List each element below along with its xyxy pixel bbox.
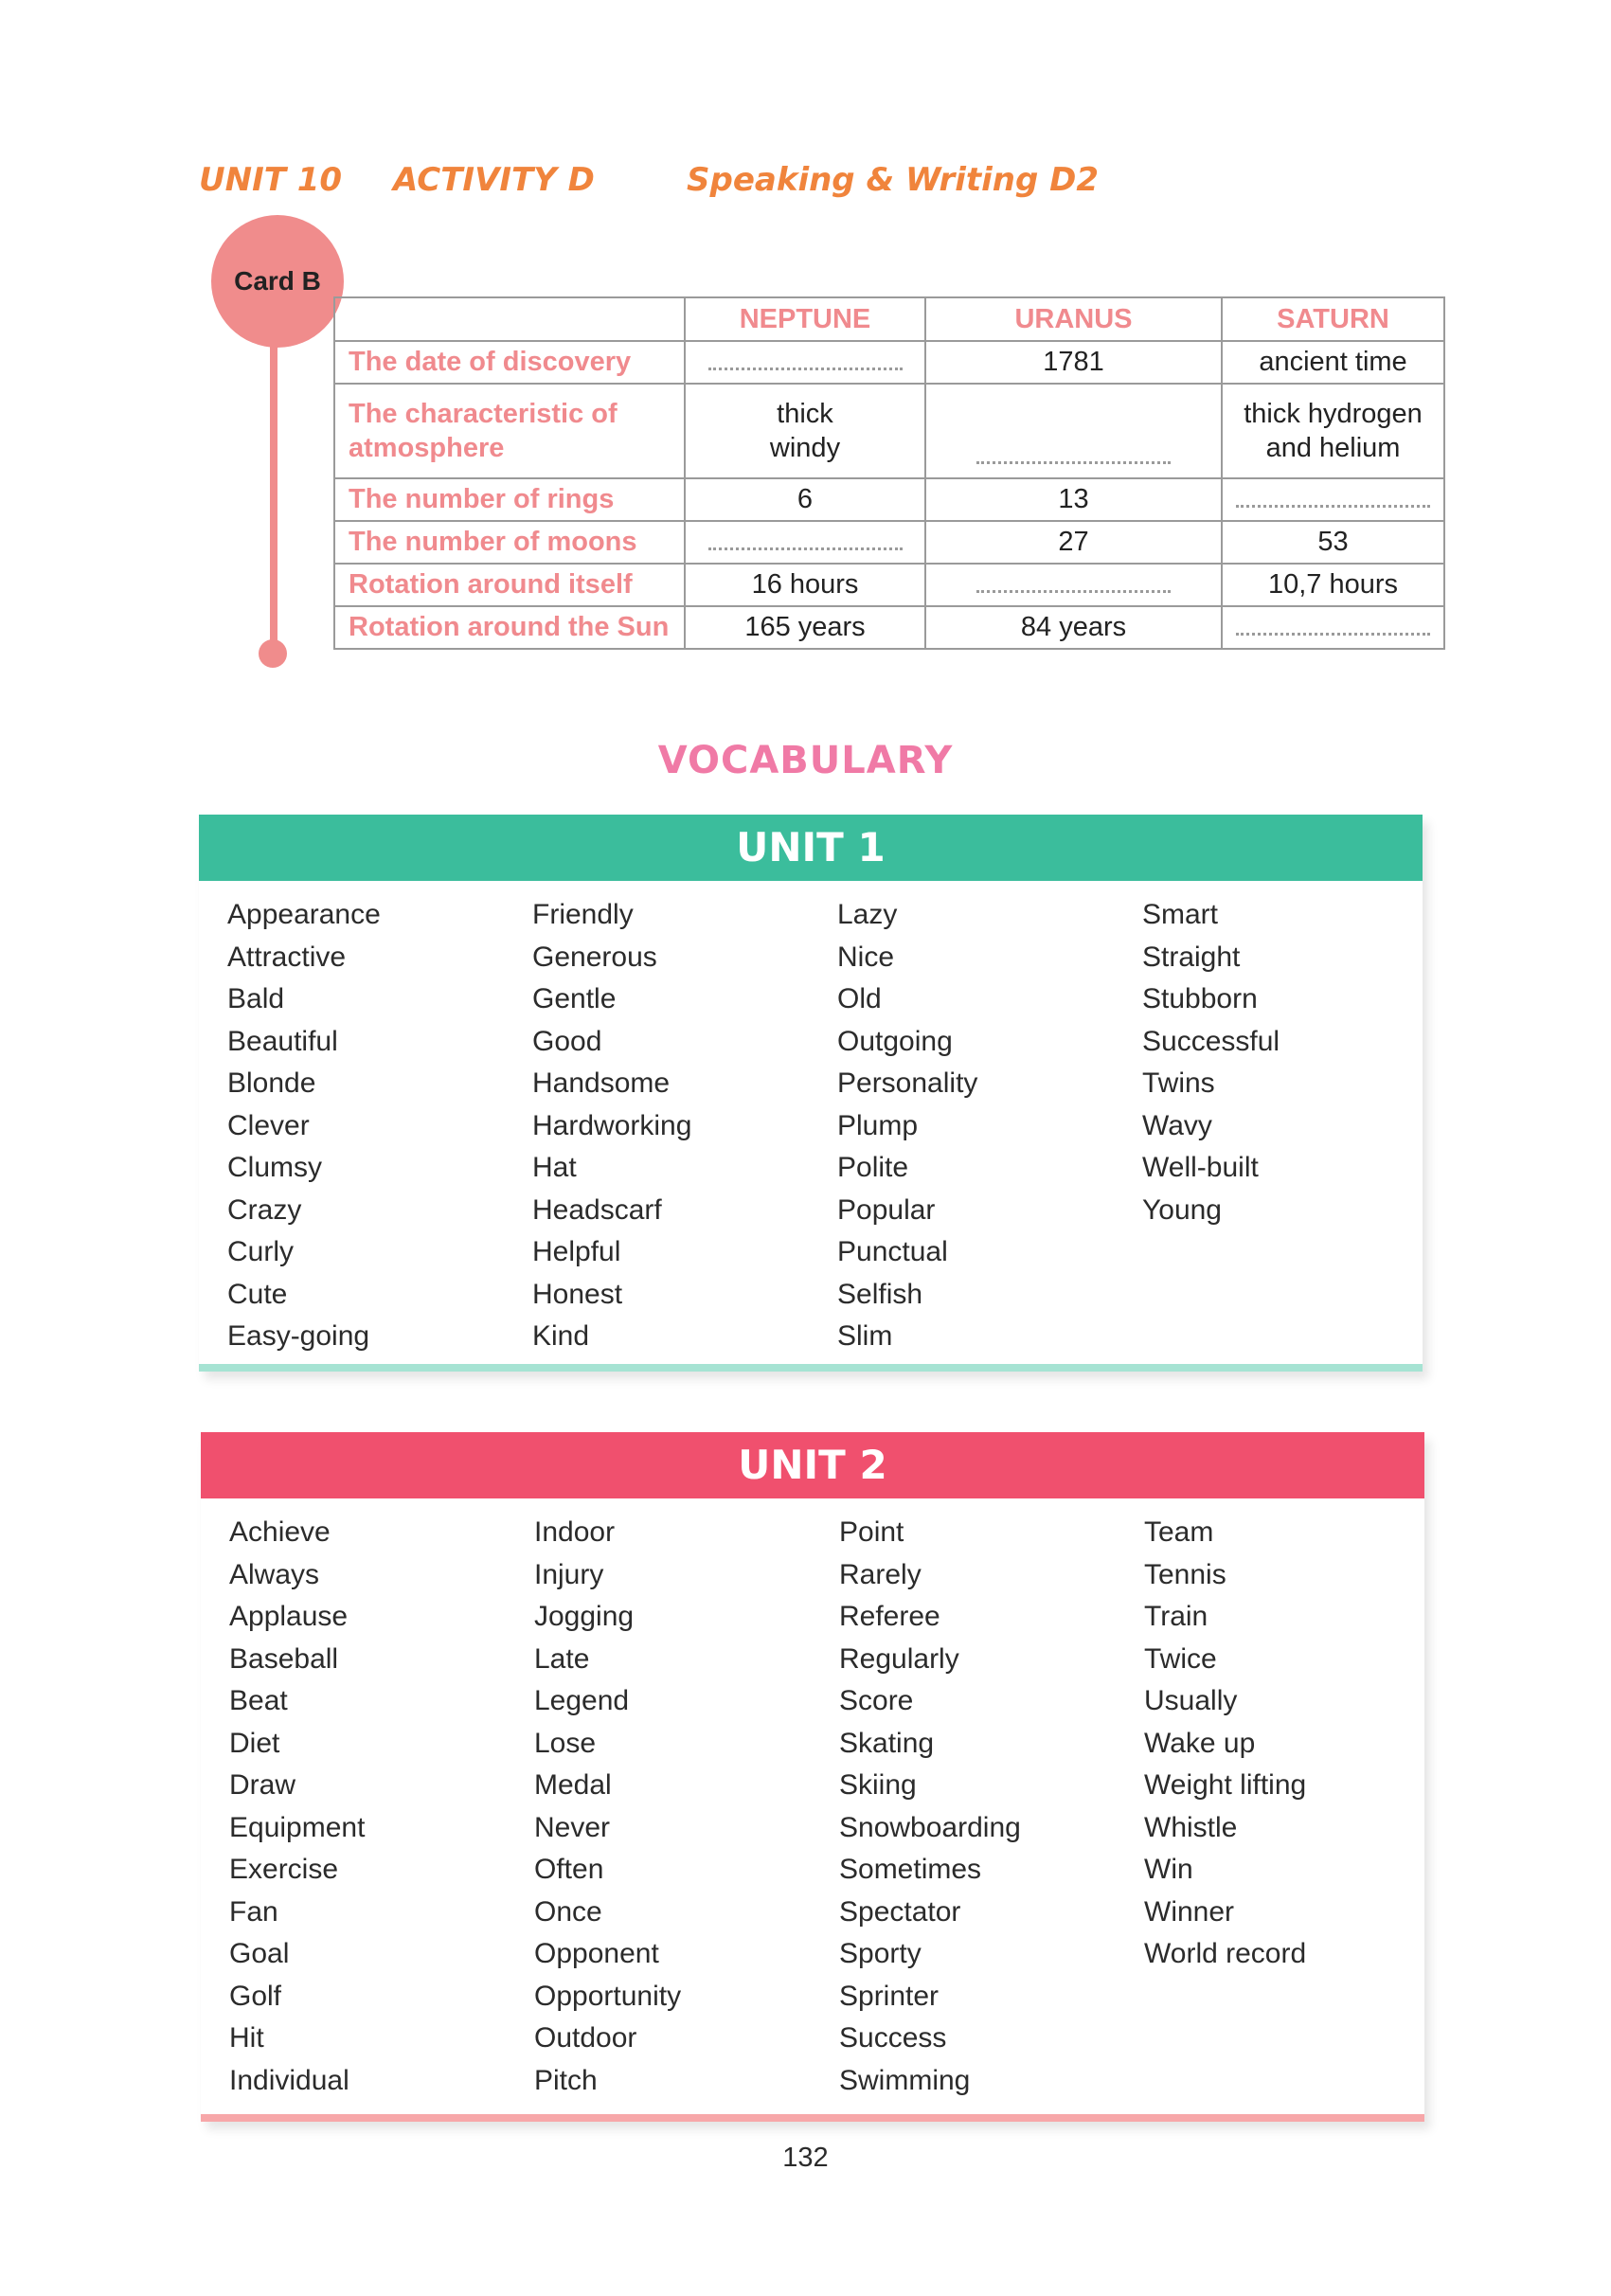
- vocabulary-word: Score: [839, 1685, 914, 1716]
- table-cell: 6: [685, 478, 925, 521]
- vocabulary-word: Goal: [229, 1938, 290, 1969]
- table-row: [334, 606, 1444, 649]
- vocabulary-word: Snowboarding: [839, 1811, 1021, 1843]
- vocabulary-word: Legend: [534, 1685, 630, 1716]
- vocabulary-word: Once: [534, 1895, 602, 1928]
- vocabulary-word: Good: [532, 1025, 602, 1057]
- table-cell: 84 years: [925, 606, 1222, 649]
- unit1-bottom-bar: [199, 1364, 1423, 1372]
- vocabulary-word: Swimming: [839, 2064, 971, 2096]
- unit1-header: UNIT 1: [199, 815, 1423, 881]
- vocabulary-word: Point: [839, 1516, 904, 1548]
- vocabulary-word: Generous: [532, 941, 657, 973]
- unit2-vocabulary-box: [201, 1432, 1424, 2122]
- vocabulary-word: Attractive: [227, 941, 347, 973]
- vocabulary-word: Headscarf: [532, 1193, 662, 1226]
- unit2-header: UNIT 2: [201, 1432, 1424, 1498]
- vocabulary-word: Opponent: [534, 1938, 659, 1969]
- table-cell: 53: [1222, 521, 1444, 564]
- vocabulary-word: Indoor: [534, 1516, 616, 1548]
- vocabulary-word: Injury: [534, 1558, 604, 1590]
- unit-heading: UNIT 10: [199, 161, 343, 199]
- vocabulary-word: Diet: [229, 1727, 280, 1759]
- table-cell: 27: [925, 521, 1222, 564]
- page-number: 132: [782, 2143, 829, 2173]
- vocabulary-word: Skating: [839, 1727, 935, 1759]
- table-cell-blank: [1222, 606, 1444, 649]
- table-cell: thick windy: [685, 384, 925, 478]
- table-row: [334, 478, 1444, 521]
- vocabulary-word: Sprinter: [839, 1980, 940, 2012]
- vocabulary-word: Nice: [837, 941, 895, 973]
- vocabulary-word: Tennis: [1144, 1558, 1226, 1590]
- table-cell: 10,7 hours: [1222, 564, 1444, 606]
- vocabulary-word: Handsome: [532, 1067, 671, 1099]
- vocabulary-word: Old: [837, 983, 882, 1014]
- vocabulary-word: Hit: [229, 2022, 264, 2054]
- card-pin-stem: [270, 336, 277, 649]
- table-cell-blank: [1222, 478, 1444, 521]
- table-cell: ancient time: [1222, 341, 1444, 384]
- vocabulary-word: Individual: [229, 2064, 349, 2096]
- blank-dotted-line: [976, 581, 1171, 593]
- table-cell: thick hydrogen and helium: [1222, 384, 1444, 478]
- blank-dotted-line: [1236, 623, 1430, 636]
- unit2-word-list: [201, 1498, 1424, 2102]
- vocabulary-word: Late: [534, 1642, 590, 1675]
- table-cell-blank: [685, 341, 925, 384]
- vocabulary-word: Sporty: [839, 1938, 922, 1969]
- vocabulary-word: Bald: [227, 983, 285, 1014]
- vocabulary-word: Whistle: [1144, 1811, 1238, 1843]
- vocabulary-word: Jogging: [534, 1601, 635, 1632]
- vocabulary-word: Baseball: [229, 1642, 339, 1675]
- vocabulary-word: Regularly: [839, 1642, 959, 1675]
- vocabulary-word: Plump: [837, 1109, 919, 1141]
- vocabulary-word: Rarely: [839, 1558, 922, 1590]
- vocabulary-word: Smart: [1142, 899, 1219, 930]
- vocabulary-word: Polite: [837, 1152, 909, 1183]
- unit1-word-list: [199, 881, 1423, 1358]
- vocabulary-word: Gentle: [532, 983, 617, 1014]
- vocabulary-word: Outdoor: [534, 2022, 637, 2054]
- table-row: [334, 341, 1444, 384]
- vocabulary-word: Beat: [229, 1685, 288, 1716]
- vocabulary-word: Clumsy: [227, 1152, 323, 1183]
- vocabulary-word: Personality: [837, 1067, 978, 1099]
- section-heading: Speaking & Writing D2: [687, 161, 1100, 199]
- row-label: The date of discovery: [334, 341, 685, 384]
- vocabulary-word: Twins: [1142, 1067, 1215, 1099]
- row-label: Rotation around the Sun: [334, 606, 685, 649]
- vocabulary-word: Draw: [229, 1769, 296, 1801]
- table-cell: 1781: [925, 341, 1222, 384]
- vocabulary-word: Fan: [229, 1895, 278, 1928]
- vocabulary-word: Hat: [532, 1152, 577, 1183]
- vocabulary-word: Well-built: [1142, 1152, 1259, 1183]
- vocabulary-word: Success: [839, 2022, 947, 2054]
- column-header-saturn: SATURN: [1222, 297, 1444, 341]
- vocabulary-word: Team: [1144, 1516, 1214, 1548]
- vocabulary-word: Wavy: [1142, 1109, 1212, 1141]
- vocabulary-word: Lazy: [837, 899, 898, 930]
- card-pin-dot: [259, 639, 287, 668]
- vocabulary-word: Clever: [227, 1109, 310, 1141]
- vocabulary-word: Exercise: [229, 1854, 339, 1885]
- planet-table-header-row: [334, 297, 1444, 341]
- vocabulary-word: Equipment: [229, 1811, 366, 1843]
- vocabulary-word: Usually: [1144, 1685, 1238, 1716]
- unit2-bottom-bar: [201, 2114, 1424, 2122]
- vocabulary-word: Slim: [837, 1320, 893, 1352]
- vocabulary-word: Selfish: [837, 1278, 923, 1310]
- table-row: [334, 521, 1444, 564]
- row-label: Rotation around itself: [334, 564, 685, 606]
- vocabulary-word: Medal: [534, 1769, 612, 1801]
- vocabulary-word: Hardworking: [532, 1109, 692, 1141]
- vocabulary-word: Honest: [532, 1278, 623, 1310]
- table-cell: 16 hours: [685, 564, 925, 606]
- vocabulary-word: Punctual: [837, 1236, 948, 1267]
- table-cell: 165 years: [685, 606, 925, 649]
- planet-table: [333, 296, 1445, 650]
- table-cell-blank: [925, 564, 1222, 606]
- vocabulary-word: Appearance: [227, 899, 381, 930]
- vocabulary-word: Golf: [229, 1980, 282, 2012]
- card-pin: [211, 215, 344, 348]
- vocabulary-word: Young: [1142, 1193, 1222, 1226]
- vocabulary-word: Crazy: [227, 1193, 302, 1226]
- vocabulary-word: Straight: [1142, 941, 1241, 973]
- column-header-uranus: URANUS: [925, 297, 1222, 341]
- vocabulary-word: Win: [1144, 1854, 1193, 1885]
- vocabulary-word: World record: [1144, 1938, 1307, 1969]
- blank-dotted-line: [1236, 495, 1430, 508]
- column-header-neptune: NEPTUNE: [685, 297, 925, 341]
- activity-heading: ACTIVITY D: [393, 161, 595, 199]
- vocabulary-word: Wake up: [1144, 1727, 1256, 1759]
- table-row: [334, 384, 1444, 478]
- table-row: [334, 564, 1444, 606]
- vocabulary-word: Sometimes: [839, 1854, 982, 1885]
- vocabulary-word: Never: [534, 1811, 611, 1843]
- vocabulary-word: Spectator: [839, 1895, 961, 1928]
- vocabulary-word: Cute: [227, 1278, 288, 1310]
- vocabulary-word: Achieve: [229, 1516, 331, 1548]
- table-cell-blank: [925, 384, 1222, 478]
- vocabulary-word: Weight lifting: [1144, 1769, 1307, 1801]
- row-label: The number of moons: [334, 521, 685, 564]
- vocabulary-word: Winner: [1144, 1895, 1235, 1928]
- vocabulary-word: Beautiful: [227, 1025, 338, 1057]
- row-label: The characteristic of atmosphere: [334, 384, 685, 478]
- vocabulary-word: Easy-going: [227, 1320, 370, 1352]
- vocabulary-word: Applause: [229, 1601, 349, 1632]
- table-corner-cell: [334, 297, 685, 341]
- vocabulary-word: Opportunity: [534, 1980, 682, 2012]
- vocabulary-word: Curly: [227, 1236, 295, 1267]
- blank-dotted-line: [708, 538, 903, 550]
- unit1-vocabulary-box: [199, 815, 1423, 1372]
- vocabulary-word: Stubborn: [1142, 983, 1258, 1014]
- row-label: The number of rings: [334, 478, 685, 521]
- vocabulary-word: Always: [229, 1558, 320, 1590]
- vocabulary-word: Referee: [839, 1601, 940, 1632]
- table-cell-blank: [685, 521, 925, 564]
- vocabulary-word: Helpful: [532, 1236, 621, 1267]
- vocabulary-word: Friendly: [532, 899, 634, 930]
- vocabulary-word: Train: [1144, 1601, 1208, 1632]
- vocabulary-word: Often: [534, 1854, 604, 1885]
- vocabulary-word: Popular: [837, 1193, 936, 1226]
- vocabulary-title: VOCABULARY: [657, 739, 954, 782]
- vocabulary-word: Blonde: [227, 1067, 316, 1099]
- vocabulary-word: Successful: [1142, 1025, 1280, 1057]
- vocabulary-word: Kind: [532, 1320, 590, 1352]
- vocabulary-word: Lose: [534, 1727, 597, 1759]
- vocabulary-word: Pitch: [534, 2064, 598, 2096]
- vocabulary-word: Outgoing: [837, 1025, 953, 1057]
- blank-dotted-line: [976, 452, 1171, 464]
- card-label: Card B: [234, 266, 321, 296]
- blank-dotted-line: [708, 358, 903, 370]
- vocabulary-word: Twice: [1144, 1642, 1217, 1675]
- vocabulary-word: Skiing: [839, 1769, 917, 1801]
- table-cell: 13: [925, 478, 1222, 521]
